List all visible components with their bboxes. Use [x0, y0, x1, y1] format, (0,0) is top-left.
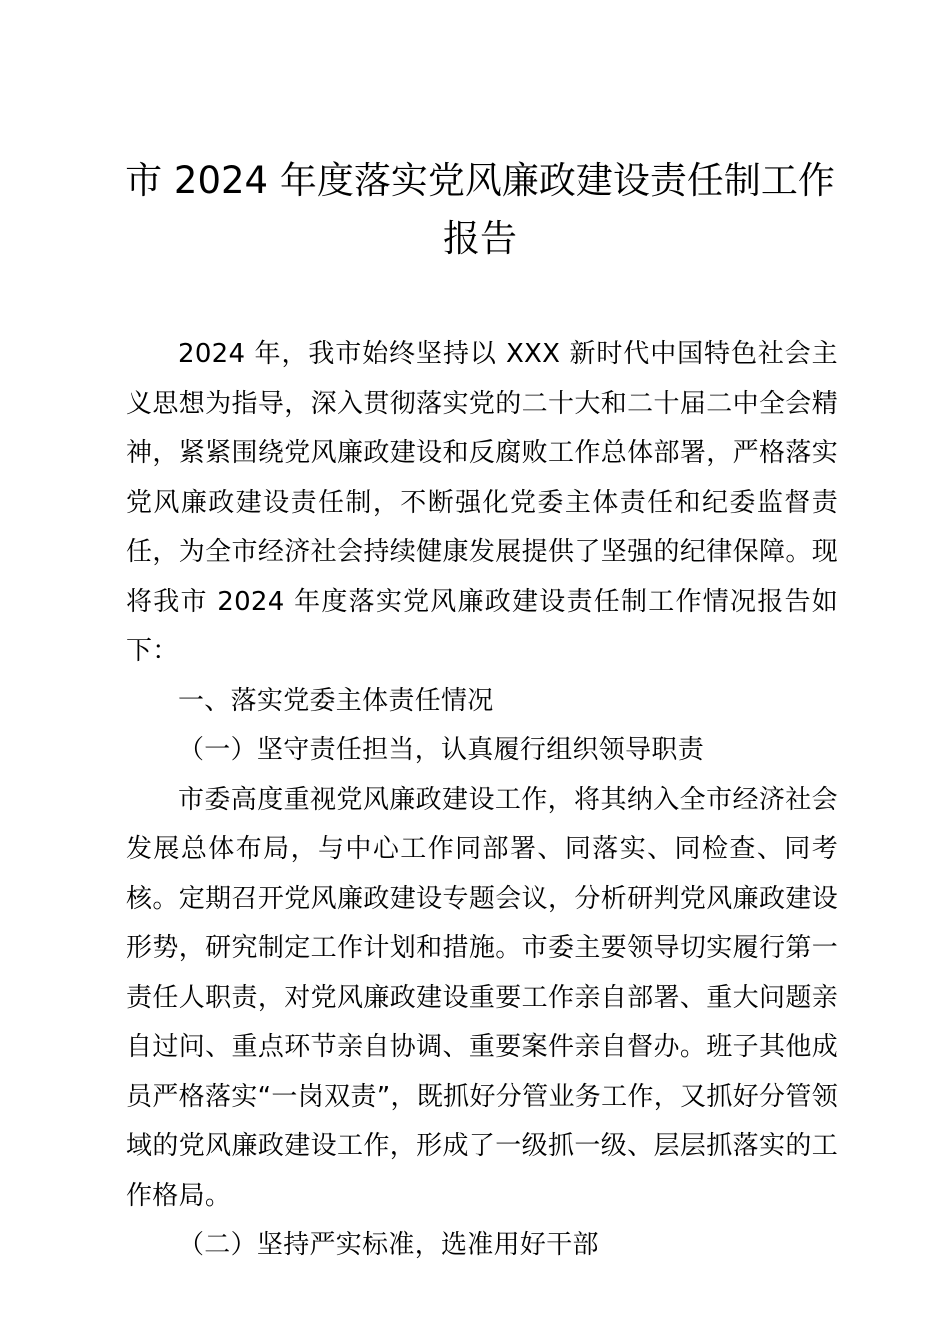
subsection-heading-1: （一）坚守责任担当，认真履行组织领导职责: [178, 735, 705, 765]
subsection-heading-2: （二）坚持严实标准，选准用好干部: [178, 1230, 599, 1260]
body-paragraph: 市委高度重视党风廉政建设工作，将其纳入全市经济社会发展总体布局，与中心工作同部署、同落实、同检查、同考核。定期召开党风廉政建设专题会议，分析研判党风廉政建设形势，研究制定工作计划和措施。市委主要领导切实履行第一责任人职责，对党风廉政建设重要工作亲自部署、重大问题亲自过问、重点环节亲自协调、重要案件亲自督办。班子其他成员严格落实“一岗双责”，既抓好分管业务工作，又抓好分管领域的党风廉政建设工作，形成了一级抓一级、层层抓落实的工作格局。: [126, 784, 838, 1211]
document-title: 市 2024 年度落实党风廉政建设责任制工作报告: [125, 159, 835, 260]
intro-paragraph: 2024 年，我市始终坚持以 XXX 新时代中国特色社会主义思想为指导，深入贯彻落实党的二十大和二十届二中全会精神，紧紧围绕党风廉政建设和反腐败工作总体部署，严格落实党风廉政建设责任制，不断强化党委主体责任和纪委监督责任，为全市经济社会持续健康发展提供了坚强的纪律保障。现将我市 2024 年度落实党风廉政建设责任制工作情况报告如下：: [126, 339, 838, 666]
document-body: [126, 330, 838, 1271]
section-heading-1: 一、落实党委主体责任情况: [178, 685, 494, 716]
